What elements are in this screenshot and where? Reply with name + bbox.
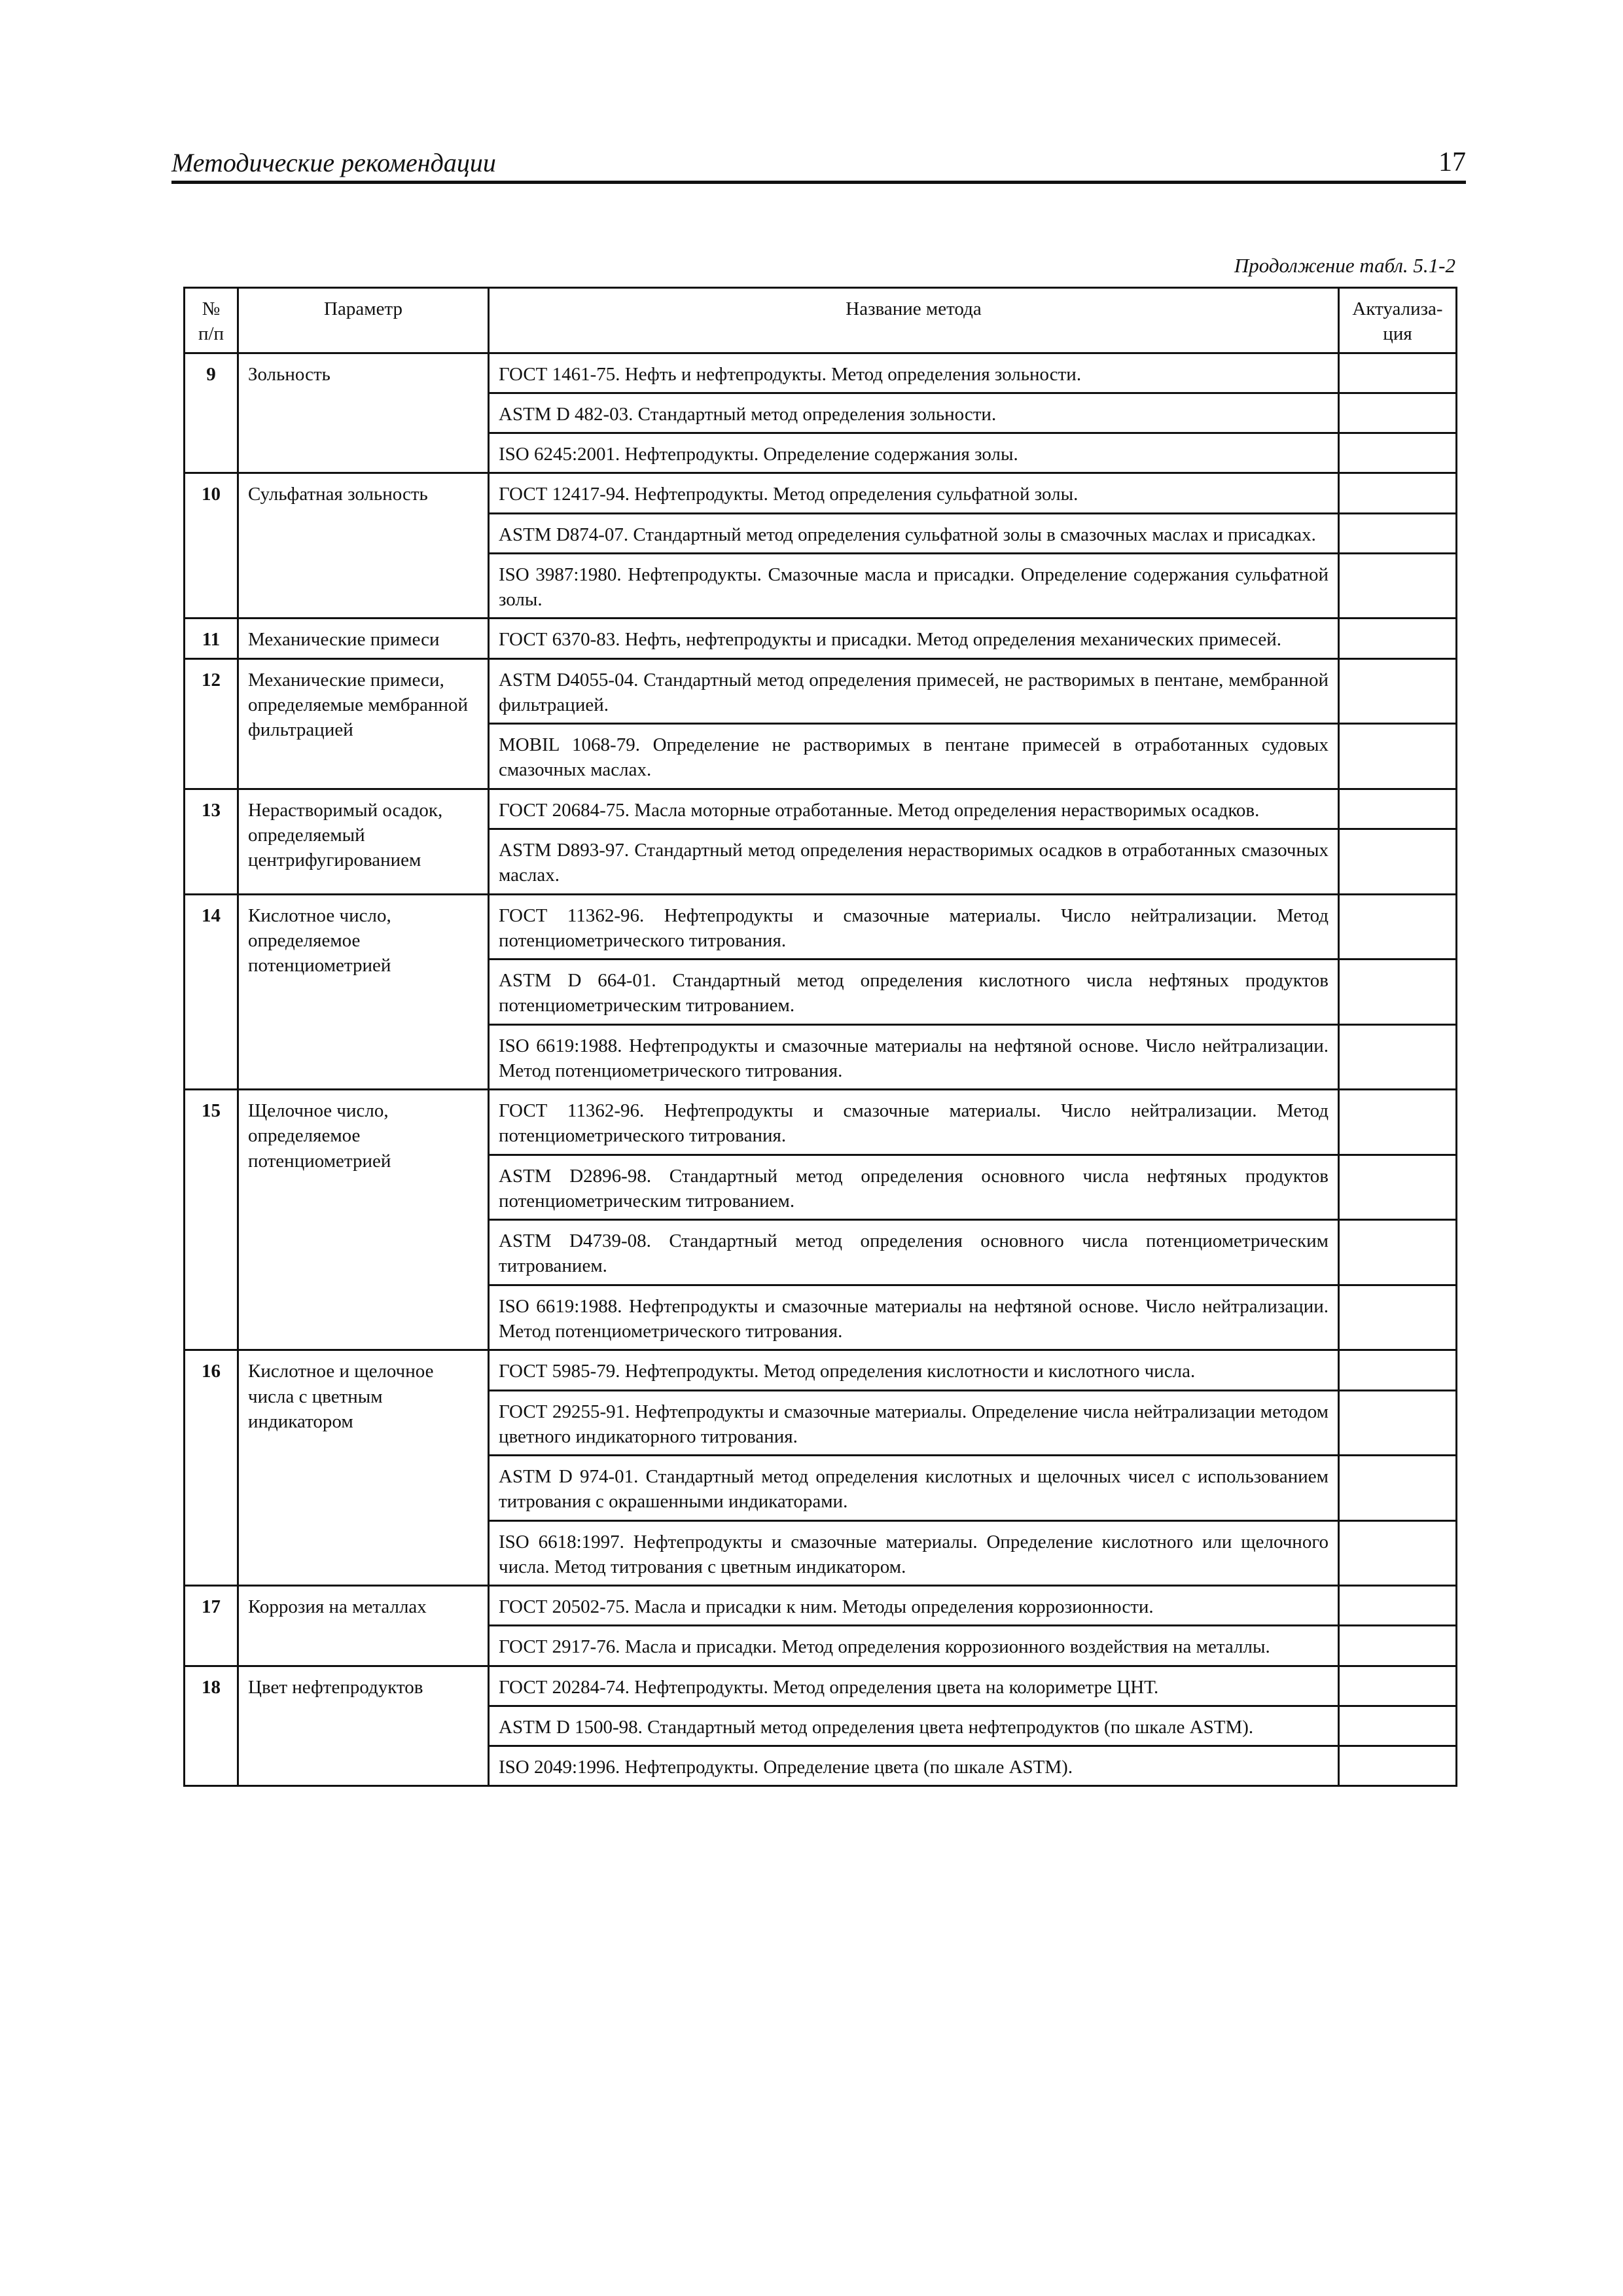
table-row: [185, 619, 1457, 658]
actualization-cell: [1339, 658, 1457, 724]
actualization-cell: [1339, 960, 1457, 1025]
running-header: [171, 143, 1466, 184]
actualization-cell: [1339, 1220, 1457, 1285]
actualization-cell: [1339, 1666, 1457, 1706]
method-cell: ГОСТ 5985-79. Нефтепродукты. Метод определения кислотности и кислотного числа.: [489, 1350, 1339, 1390]
actualization-cell: [1339, 1090, 1457, 1155]
row-number: 15: [185, 1090, 238, 1350]
actualization-cell: [1339, 1456, 1457, 1521]
column-header-param: Параметр: [238, 288, 489, 353]
table-body: [185, 353, 1457, 1786]
actualization-cell: [1339, 1520, 1457, 1586]
method-cell: ASTM D4739-08. Стандартный метод определения основного числа потенциометрическим титрованием.: [489, 1220, 1339, 1285]
running-title: Методические рекомендации: [171, 148, 496, 177]
method-cell: ASTM D 1500-98. Стандартный метод определения цвета нефтепродуктов (по шкале ASTM).: [489, 1706, 1339, 1746]
actualization-cell: [1339, 553, 1457, 619]
column-header-num: № п/п: [185, 288, 238, 353]
method-cell: MOBIL 1068-79. Определение не растворимых в пентане примесей в отработанных судовых смазочных маслах.: [489, 724, 1339, 789]
table-row: [185, 353, 1457, 393]
actualization-cell: [1339, 1746, 1457, 1786]
table-row: [185, 1090, 1457, 1155]
table-continuation-caption: Продолжение табл. 5.1-2: [1234, 254, 1455, 277]
row-number: 11: [185, 619, 238, 658]
row-number: 12: [185, 658, 238, 789]
table-row: [185, 1666, 1457, 1706]
method-cell: ISO 6619:1988. Нефтепродукты и смазочные материалы на нефтяной основе. Число нейтрализации. Метод потенциометрического титрования.: [489, 1285, 1339, 1350]
row-number: 13: [185, 789, 238, 894]
method-cell: ISO 6618:1997. Нефтепродукты и смазочные материалы. Определение кислотного или щелочного числа. Метод титрования с цветным индикатором.: [489, 1520, 1339, 1586]
actualization-cell: [1339, 513, 1457, 553]
actualization-cell: [1339, 1706, 1457, 1746]
method-cell: ГОСТ 20284-74. Нефтепродукты. Метод определения цвета на колориметре ЦНТ.: [489, 1666, 1339, 1706]
method-cell: ГОСТ 11362-96. Нефтепродукты и смазочные материалы. Число нейтрализации. Метод потенциометрического титрования.: [489, 1090, 1339, 1155]
actualization-cell: [1339, 894, 1457, 960]
parameter-cell: Кислотное число, определяемое потенциометрией: [238, 894, 489, 1090]
actualization-cell: [1339, 1024, 1457, 1090]
parameter-cell: Механические примеси, определяемые мембранной фильтрацией: [238, 658, 489, 789]
method-cell: ASTM D 482-03. Стандартный метод определения зольности.: [489, 393, 1339, 433]
parameter-cell: Механические примеси: [238, 619, 489, 658]
row-number: 16: [185, 1350, 238, 1586]
row-number: 9: [185, 353, 238, 473]
method-cell: ISO 3987:1980. Нефтепродукты. Смазочные масла и присадки. Определение содержания сульфатной золы.: [489, 553, 1339, 619]
actualization-cell: [1339, 724, 1457, 789]
page-number: 17: [1438, 147, 1466, 177]
actualization-cell: [1339, 619, 1457, 658]
parameter-cell: Кислотное и щелочное числа с цветным индикатором: [238, 1350, 489, 1586]
row-number: 17: [185, 1586, 238, 1666]
table-row: [185, 1586, 1457, 1626]
column-header-actual: Актуализа- ция: [1339, 288, 1457, 353]
method-cell: ГОСТ 20684-75. Масла моторные отработанные. Метод определения нерастворимых осадков.: [489, 789, 1339, 829]
parameter-cell: Цвет нефтепродуктов: [238, 1666, 489, 1786]
table-row: [185, 1350, 1457, 1390]
actualization-cell: [1339, 1285, 1457, 1350]
parameter-cell: Коррозия на металлах: [238, 1586, 489, 1666]
table-row: [185, 658, 1457, 724]
table-header-row: [185, 288, 1457, 353]
table-row: [185, 894, 1457, 960]
method-cell: ISO 2049:1996. Нефтепродукты. Определение цвета (по шкале ASTM).: [489, 1746, 1339, 1786]
row-number: 14: [185, 894, 238, 1090]
actualization-cell: [1339, 1155, 1457, 1220]
actualization-cell: [1339, 829, 1457, 894]
method-cell: ГОСТ 20502-75. Масла и присадки к ним. Методы определения коррозионности.: [489, 1586, 1339, 1626]
actualization-cell: [1339, 789, 1457, 829]
actualization-cell: [1339, 353, 1457, 393]
actualization-cell: [1339, 393, 1457, 433]
row-number: 18: [185, 1666, 238, 1786]
method-cell: ISO 6245:2001. Нефтепродукты. Определение содержания золы.: [489, 433, 1339, 473]
parameter-cell: Зольность: [238, 353, 489, 473]
method-cell: ISO 6619:1988. Нефтепродукты и смазочные материалы на нефтяной основе. Число нейтрализации. Метод потенциометрического титрования.: [489, 1024, 1339, 1090]
actualization-cell: [1339, 1626, 1457, 1666]
method-cell: ГОСТ 6370-83. Нефть, нефтепродукты и присадки. Метод определения механических примесей.: [489, 619, 1339, 658]
method-cell: ASTM D 664-01. Стандартный метод определения кислотного числа нефтяных продуктов потенциометрическим титрованием.: [489, 960, 1339, 1025]
parameter-cell: Сульфатная зольность: [238, 473, 489, 619]
method-cell: ГОСТ 2917-76. Масла и присадки. Метод определения коррозионного воздействия на металлы.: [489, 1626, 1339, 1666]
actualization-cell: [1339, 473, 1457, 513]
actualization-cell: [1339, 1586, 1457, 1626]
method-cell: ASTM D 974-01. Стандартный метод определения кислотных и щелочных чисел с использованием титрования с окрашенными индикаторами.: [489, 1456, 1339, 1521]
actualization-cell: [1339, 433, 1457, 473]
method-cell: ГОСТ 1461-75. Нефть и нефтепродукты. Метод определения зольности.: [489, 353, 1339, 393]
row-number: 10: [185, 473, 238, 619]
actualization-cell: [1339, 1390, 1457, 1456]
column-header-method: Название метода: [489, 288, 1339, 353]
method-cell: ASTM D4055-04. Стандартный метод определения примесей, не растворимых в пентане, мембранной фильтрацией.: [489, 658, 1339, 724]
method-cell: ASTM D2896-98. Стандартный метод определения основного числа нефтяных продуктов потенциометрическим титрованием.: [489, 1155, 1339, 1220]
method-cell: ГОСТ 12417-94. Нефтепродукты. Метод определения сульфатной золы.: [489, 473, 1339, 513]
method-cell: ASTM D874-07. Стандартный метод определения сульфатной золы в смазочных маслах и присадках.: [489, 513, 1339, 553]
methods-table: [183, 287, 1457, 1787]
parameter-cell: Нерастворимый осадок, определяемый центрифугированием: [238, 789, 489, 894]
parameter-cell: Щелочное число, определяемое потенциометрией: [238, 1090, 489, 1350]
table-row: [185, 473, 1457, 513]
table-row: [185, 789, 1457, 829]
method-cell: ASTM D893-97. Стандартный метод определения нерастворимых осадков в отработанных смазочных маслах.: [489, 829, 1339, 894]
method-cell: ГОСТ 29255-91. Нефтепродукты и смазочные материалы. Определение числа нейтрализации методом цветного индикаторного титрования.: [489, 1390, 1339, 1456]
method-cell: ГОСТ 11362-96. Нефтепродукты и смазочные материалы. Число нейтрализации. Метод потенциометрического титрования.: [489, 894, 1339, 960]
actualization-cell: [1339, 1350, 1457, 1390]
